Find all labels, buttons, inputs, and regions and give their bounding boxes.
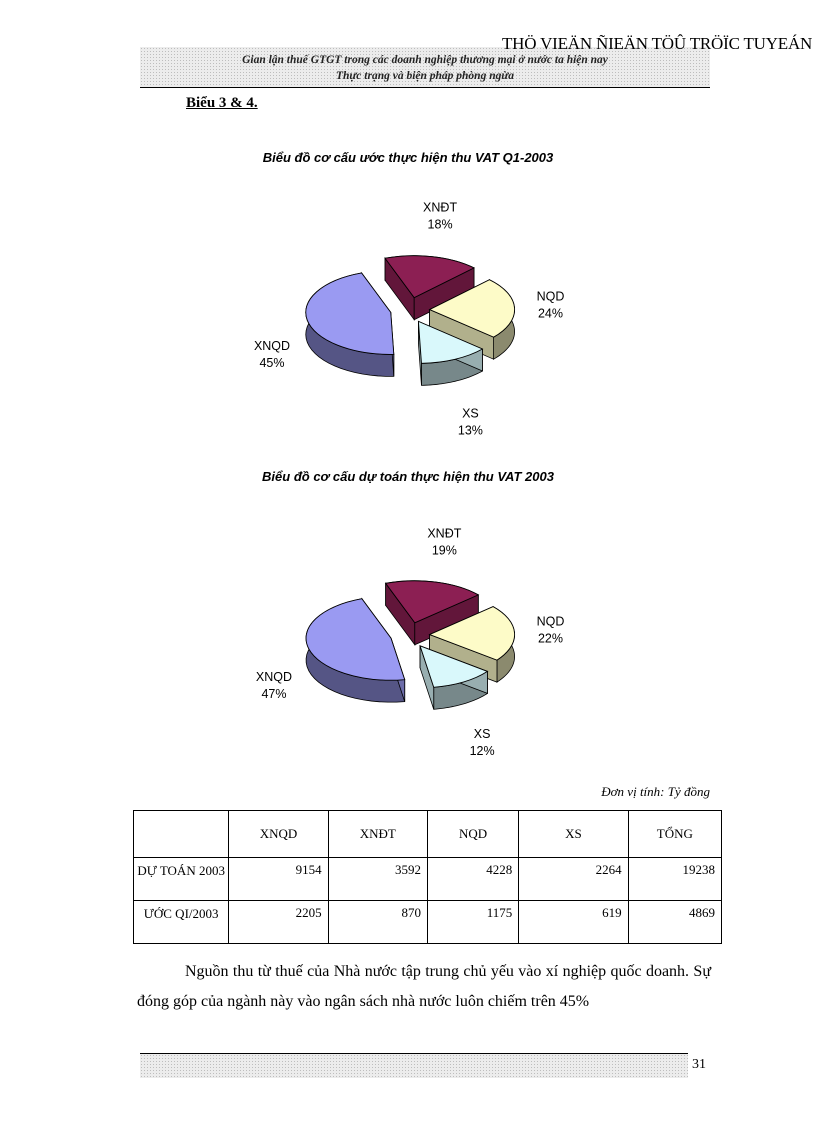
- slice-label-xndt: XNĐT: [427, 526, 462, 541]
- table-cell: 1175: [427, 901, 518, 944]
- pie-chart-q1-2003: [230, 190, 590, 438]
- slice-percent-xnqd: 45%: [259, 356, 285, 371]
- slice-percent-xs: 13%: [457, 423, 483, 438]
- slice-percent-xs: 12%: [469, 744, 495, 759]
- chart-1-title: Biểu đồ cơ cấu ước thực hiện thu VAT Q1-2003: [262, 150, 554, 165]
- page-number: 31: [692, 1057, 706, 1072]
- slice-percent-xndt: 18%: [427, 217, 453, 232]
- table-cell: 9154: [229, 858, 328, 901]
- table-cell: 4228: [427, 858, 518, 901]
- table-cell: 4869: [628, 901, 721, 944]
- vat-revenue-table: [133, 810, 722, 944]
- pie-chart-plan-2003: [230, 515, 590, 759]
- slice-percent-nqd: 22%: [537, 631, 564, 646]
- slice-label-nqd: NQD: [536, 614, 565, 629]
- table-header-cell: [134, 811, 229, 858]
- table-cell: 2264: [519, 858, 628, 901]
- chart-2-title: Biểu đồ cơ cấu dự toán thực hiện thu VAT 2003: [262, 469, 554, 484]
- table-row-label: DỰ TOÁN 2003: [134, 858, 229, 901]
- slice-percent-nqd: 24%: [537, 306, 564, 321]
- table-header-cell: TỔNG: [628, 811, 721, 858]
- body-paragraph: Nguồn thu từ thuế của Nhà nước tập trung chủ yếu vào xí nghiệp quốc doanh. Sự đóng góp của ngành này vào ngân sách nhà nước luôn chiếm trên 45%: [137, 963, 711, 1010]
- table-header-cell: XNĐT: [328, 811, 427, 858]
- footer-band: [140, 1053, 688, 1078]
- slice-percent-xndt: 19%: [431, 543, 457, 558]
- table-cell: 19238: [628, 858, 721, 901]
- table-header-cell: NQD: [427, 811, 518, 858]
- watermark-text: THÖ VIEÄN ÑIEÄN TÖÛ TRÖÏC TUYEÁN: [502, 34, 813, 53]
- slice-label-xs: XS: [473, 727, 491, 742]
- table-cell: 3592: [328, 858, 427, 901]
- table-row: [134, 858, 722, 901]
- unit-note: Đơn vị tính: Tỷ đồng: [601, 784, 710, 799]
- table-cell: 870: [328, 901, 427, 944]
- table-header-cell: XNQD: [229, 811, 328, 858]
- header-title-line2: Thực trạng và biện pháp phòng ngừa: [335, 70, 514, 82]
- table-header-row: [134, 811, 722, 858]
- table-cell: 619: [519, 901, 628, 944]
- table-row: [134, 901, 722, 944]
- slice-percent-xnqd: 47%: [261, 686, 287, 701]
- slice-label-xnqd: XNQD: [253, 339, 291, 354]
- header-title-line1: Gian lận thuế GTGT trong các doanh nghiệp thương mại ở nước ta hiện nay: [242, 54, 608, 66]
- table-header-cell: XS: [519, 811, 628, 858]
- slice-label-xndt: XNĐT: [423, 200, 458, 215]
- section-title: Biểu 3 & 4.: [186, 95, 258, 111]
- slice-label-xnqd: XNQD: [255, 669, 293, 684]
- table-row-label: ƯỚC QI/2003: [134, 901, 229, 944]
- slice-label-nqd: NQD: [536, 289, 565, 304]
- table-cell: 2205: [229, 901, 328, 944]
- slice-label-xs: XS: [462, 406, 479, 421]
